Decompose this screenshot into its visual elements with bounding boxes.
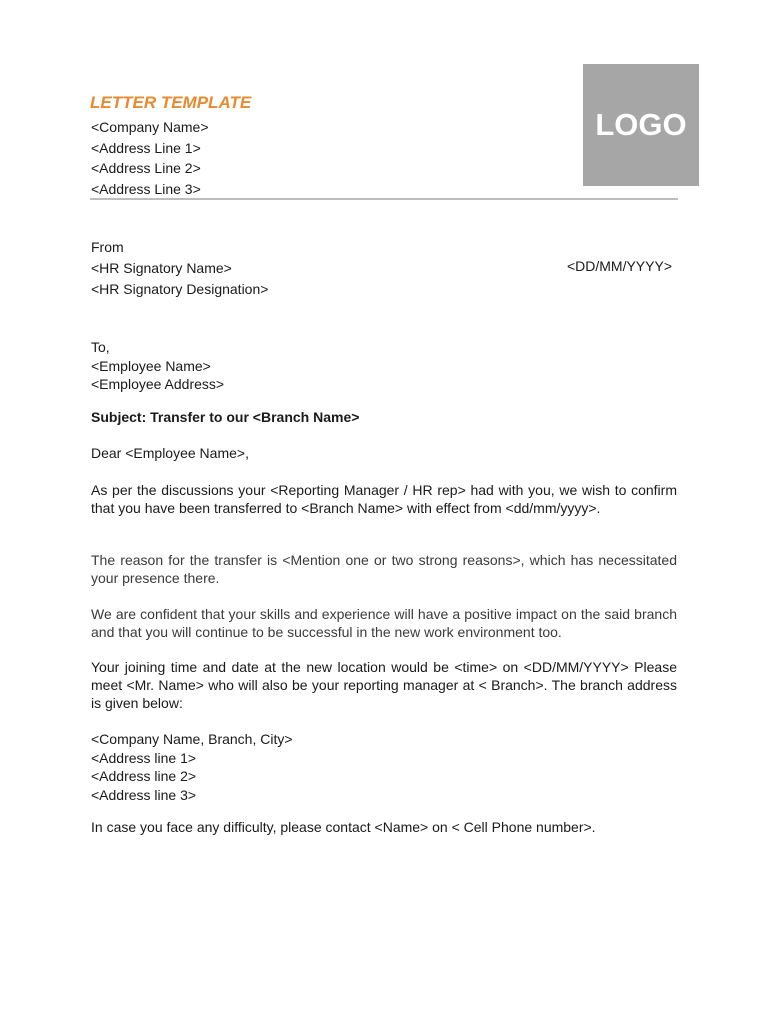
paragraph-confidence: We are confident that your skills and experience will have a positive impact on the said branch and that you will continue to be successful in the new work environment too. <box>91 606 677 640</box>
branch-address-line-3: <Address line 3> <box>91 786 197 803</box>
sender-block <box>91 237 268 300</box>
paragraph-joining-details: Your joining time and date at the new location would be <time> on <DD/MM/YYYY> Please meet <Mr. Name> who will also be your reporting manager at < Branch>. The branch address is given below: <box>91 659 677 711</box>
header-divider <box>90 198 678 200</box>
recipient-address: <Employee Address> <box>91 376 225 392</box>
paragraph-transfer-confirmation: As per the discussions your <Reporting Manager / HR rep> had with you, we wish to confirm that you have been transferred to <Branch Name> with effect from <dd/mm/yyyy>. <box>91 482 677 516</box>
company-address-line-2: <Address Line 2> <box>91 160 201 176</box>
subject-line: Subject: Transfer to our <Branch Name> <box>91 409 360 425</box>
recipient-block <box>91 338 224 394</box>
from-label: From <box>91 239 124 255</box>
branch-address-line-1: <Address line 1> <box>91 749 197 766</box>
branch-company-line: <Company Name, Branch, City> <box>91 731 293 747</box>
logo-placeholder: LOGO <box>583 64 699 186</box>
closing-line: In case you face any difficulty, please contact <Name> on < Cell Phone number>. <box>91 819 596 835</box>
letter-title: LETTER TEMPLATE <box>90 93 252 112</box>
branch-address-block <box>91 730 293 804</box>
company-address-line-1: <Address Line 1> <box>91 139 201 156</box>
company-address-block <box>91 117 209 199</box>
to-label: To, <box>91 339 110 355</box>
letter-date: <DD/MM/YYYY> <box>566 258 672 274</box>
paragraph-transfer-reason: The reason for the transfer is <Mention one or two strong reasons>, which has necessitated your presence there. <box>91 552 677 586</box>
salutation: Dear <Employee Name>, <box>91 445 249 461</box>
sender-designation: <HR Signatory Designation> <box>91 281 269 297</box>
company-address-line-3: <Address Line 3> <box>91 180 201 197</box>
branch-address-line-2: <Address line 2> <box>91 768 197 784</box>
sender-name: <HR Signatory Name> <box>91 260 232 276</box>
recipient-name: <Employee Name> <box>91 357 211 374</box>
company-name: <Company Name> <box>91 119 209 135</box>
